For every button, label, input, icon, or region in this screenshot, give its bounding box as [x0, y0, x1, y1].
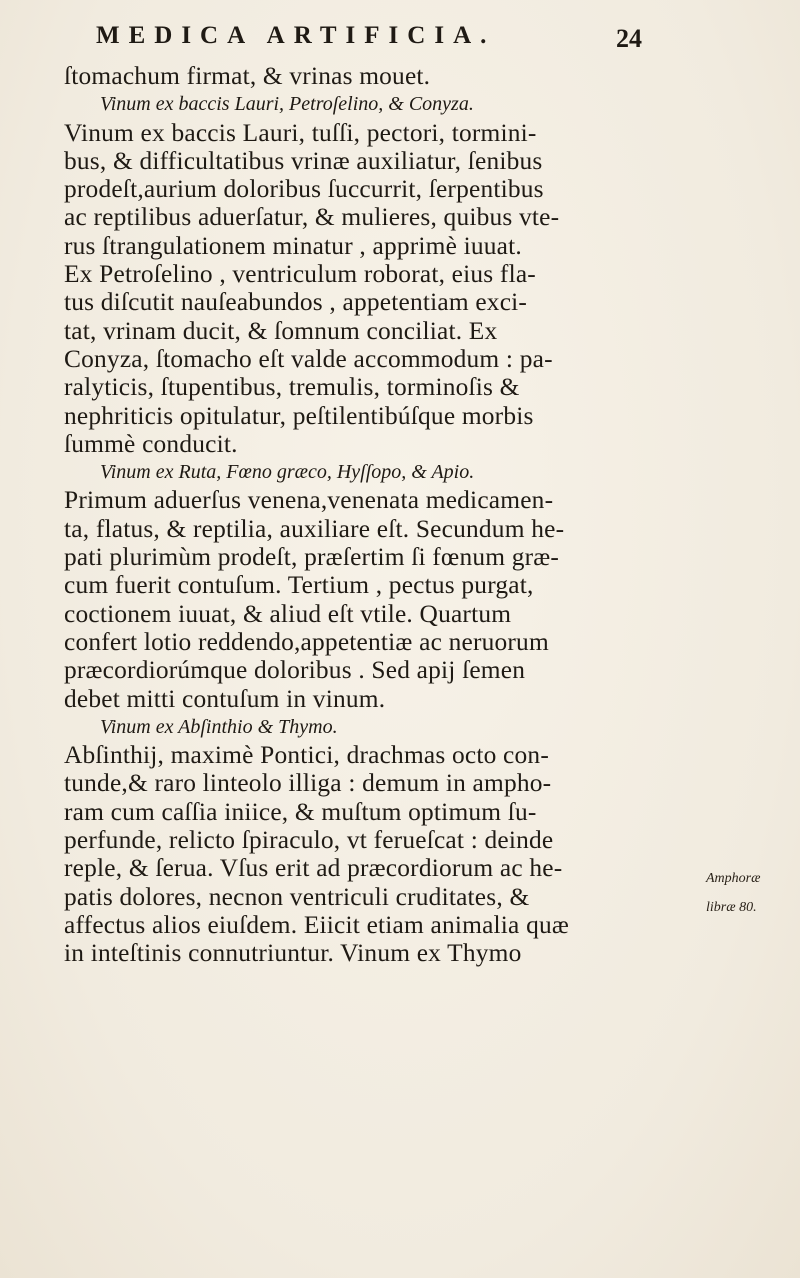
section-heading: Vinum ex Ruta, Fœno græco, Hyſſopo, & Apio. — [100, 461, 475, 484]
text-line: Vinum ex baccis Lauri, tuſſi, pectori, tormini- — [64, 118, 537, 147]
text-line: tus diſcutit nauſeabundos , appetentiam exci- — [64, 288, 528, 317]
text-line: ſummè conducit. — [64, 429, 238, 458]
text-line: ralyticis, ſtupentibus, tremulis, torminoſis & — [64, 373, 520, 402]
text-line: bus, & difficultatibus vrinæ auxiliatur, ſenibus — [64, 146, 543, 175]
text-line: ſtomachum firmat, & vrinas mouet. — [64, 62, 431, 90]
text-line: debet mitti contuſum in vinum. — [64, 684, 386, 713]
page-number: 24 — [616, 24, 642, 53]
text-line: ta, flatus, & reptilia, auxiliare eſt. Secundum he- — [64, 514, 565, 543]
text-line: perfunde, relicto ſpiraculo, vt ferueſcat : deinde — [64, 826, 554, 855]
text-line: rus ſtrangulationem minatur , apprimè iuuat. — [64, 231, 522, 260]
text-line: cum fuerit contuſum. Tertium , pectus purgat, — [64, 571, 534, 600]
section-heading: Vinum ex baccis Lauri, Petroſelino, & Conyza. — [100, 93, 474, 116]
running-head — [96, 22, 656, 50]
text-line: prodeſt,aurium doloribus ſuccurrit, ſerpentibus — [64, 175, 544, 204]
body-text — [64, 62, 714, 968]
text-line: Ex Petroſelino , ventriculum roborat, eius fla- — [64, 260, 536, 289]
text-line: patis dolores, necnon ventriculi cruditates, & — [64, 882, 530, 911]
text-line: in inteſtinis connutriuntur. Vinum ex Thymo — [64, 939, 522, 968]
text-line: præcordiorúmque doloribus . Sed apij ſemen — [64, 656, 526, 685]
text-line: tat, vrinam ducit, & ſomnum conciliat. Ex — [64, 316, 498, 345]
text-line: Primum aduerſus venena,venenata medicamen- — [64, 486, 554, 515]
text-line: affectus alios eiuſdem. Eiicit etiam animalia quæ — [64, 910, 570, 939]
text-line: tunde,& raro linteolo illiga : demum in ampho- — [64, 769, 552, 798]
margin-note-librae: libræ 80. — [706, 900, 757, 915]
margin-note-amphorae: Amphoræ — [706, 871, 761, 886]
running-title: MEDICA ARTIFICIA. — [96, 22, 496, 49]
text-line: ac reptilibus aduerſatur, & mulieres, quibus vte- — [64, 203, 560, 232]
section-heading: Vinum ex Abſinthio & Thymo. — [100, 715, 338, 738]
text-line: Abſinthij, maximè Pontici, drachmas octo con- — [64, 741, 549, 770]
text-line: Conyza, ſtomacho eſt valde accommodum : pa- — [64, 344, 553, 373]
text-line: pati plurimùm prodeſt, præſertim ſi fœnum græ- — [64, 543, 560, 572]
text-line: coctionem iuuat, & aliud eſt vtile. Quartum — [64, 599, 512, 628]
text-line: reple, & ſerua. Vſus erit ad præcordiorum ac he- — [64, 854, 563, 883]
text-line: confert lotio reddendo,appetentiæ ac neruorum — [64, 627, 549, 656]
text-line: ram cum caſſia iniice, & muſtum optimum ſu- — [64, 797, 537, 826]
text-line: nephriticis opitulatur, peſtilentibúſque morbis — [64, 401, 534, 430]
